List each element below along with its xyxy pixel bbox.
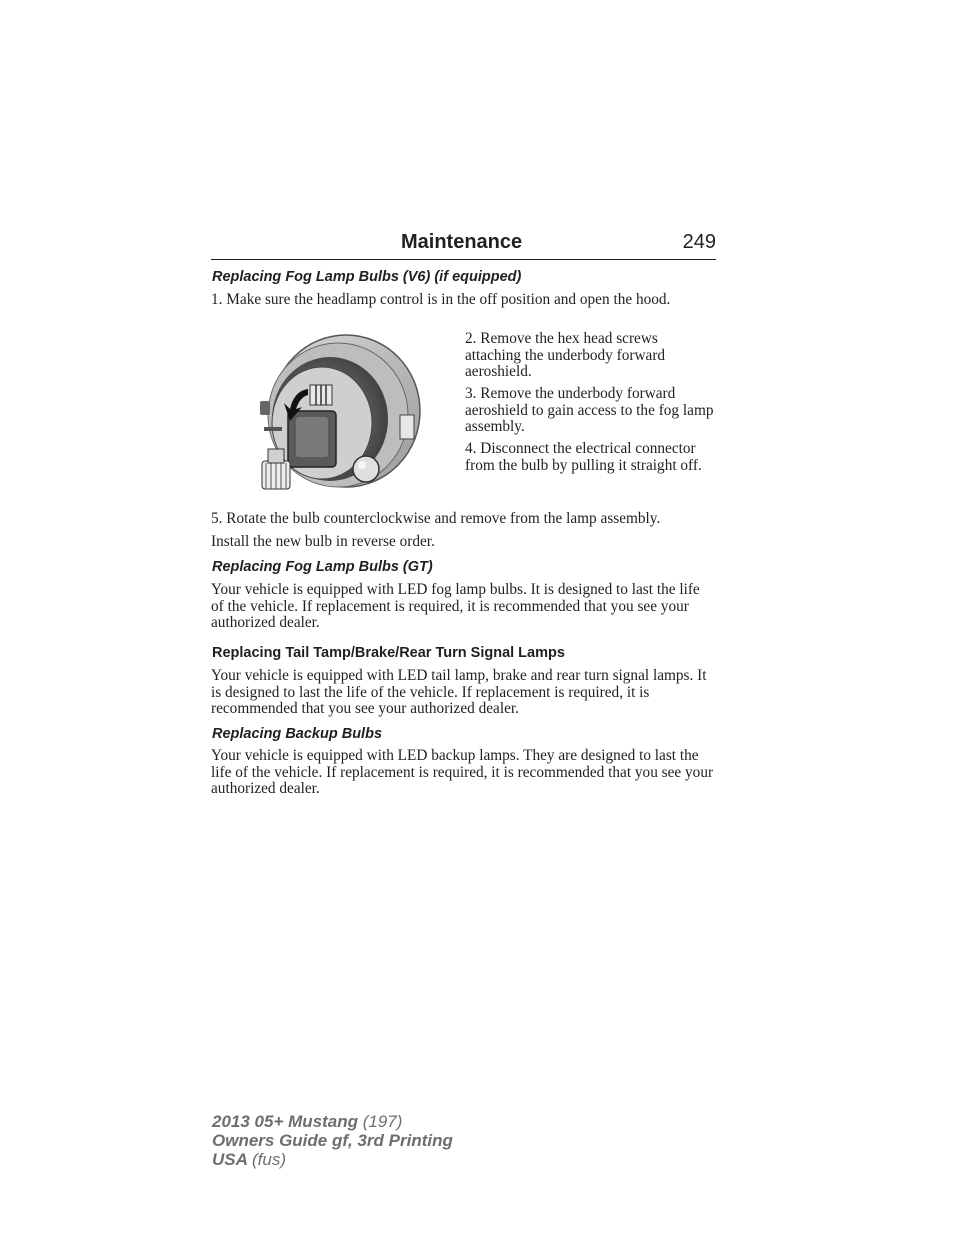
footer-model-code: (197)	[362, 1112, 403, 1131]
heading-backup-bulbs: Replacing Backup Bulbs	[212, 726, 383, 742]
footer-line-1	[212, 1112, 453, 1131]
step-1: 1. Make sure the headlamp control is in the off position and open the hood.	[211, 291, 671, 308]
step-5: 5. Rotate the bulb counterclockwise and remove from the lamp assembly.	[211, 510, 661, 527]
page-number: 249	[682, 231, 716, 253]
page-footer	[212, 1112, 453, 1169]
step-3: 3. Remove the underbody forward aeroshield to gain access to the fog lamp assembly.	[465, 385, 714, 435]
footer-line-3	[212, 1150, 453, 1169]
install-note: Install the new bulb in reverse order.	[211, 533, 435, 550]
fog-lamp-illustration	[250, 333, 422, 495]
heading-tail-lamps: Replacing Tail Tamp/Brake/Rear Turn Signal Lamps	[212, 645, 565, 661]
heading-fog-v6: Replacing Fog Lamp Bulbs (V6) (if equipped)	[212, 269, 522, 285]
footer-guide: Owners Guide gf, 3rd Printing	[212, 1131, 453, 1150]
heading-fog-gt: Replacing Fog Lamp Bulbs (GT)	[212, 559, 433, 575]
section-title: Maintenance	[401, 231, 523, 253]
tail-lamps-body: Your vehicle is equipped with LED tail lamp, brake and rear turn signal lamps. It is designed to last the life of the vehicle. If replacement is required, it is recommended that you see your authorized dealer.	[211, 667, 707, 717]
footer-region: USA	[212, 1150, 248, 1169]
page-header	[211, 229, 716, 260]
fog-gt-body: Your vehicle is equipped with LED fog lamp bulbs. It is designed to last the life of the vehicle. If replacement is required, it is recommended that you see your authorized dealer.	[211, 581, 700, 631]
backup-bulbs-body: Your vehicle is equipped with LED backup lamps. They are designed to last the life of the vehicle. If replacement is required, it is recommended that you see your authorized dealer.	[211, 747, 714, 797]
footer-model: 2013 05+ Mustang	[212, 1112, 358, 1131]
step-4: 4. Disconnect the electrical connector from the bulb by pulling it straight off.	[465, 440, 702, 474]
step-2: 2. Remove the hex head screws attaching the underbody forward aeroshield.	[465, 330, 666, 380]
footer-region-code: (fus)	[252, 1150, 286, 1169]
